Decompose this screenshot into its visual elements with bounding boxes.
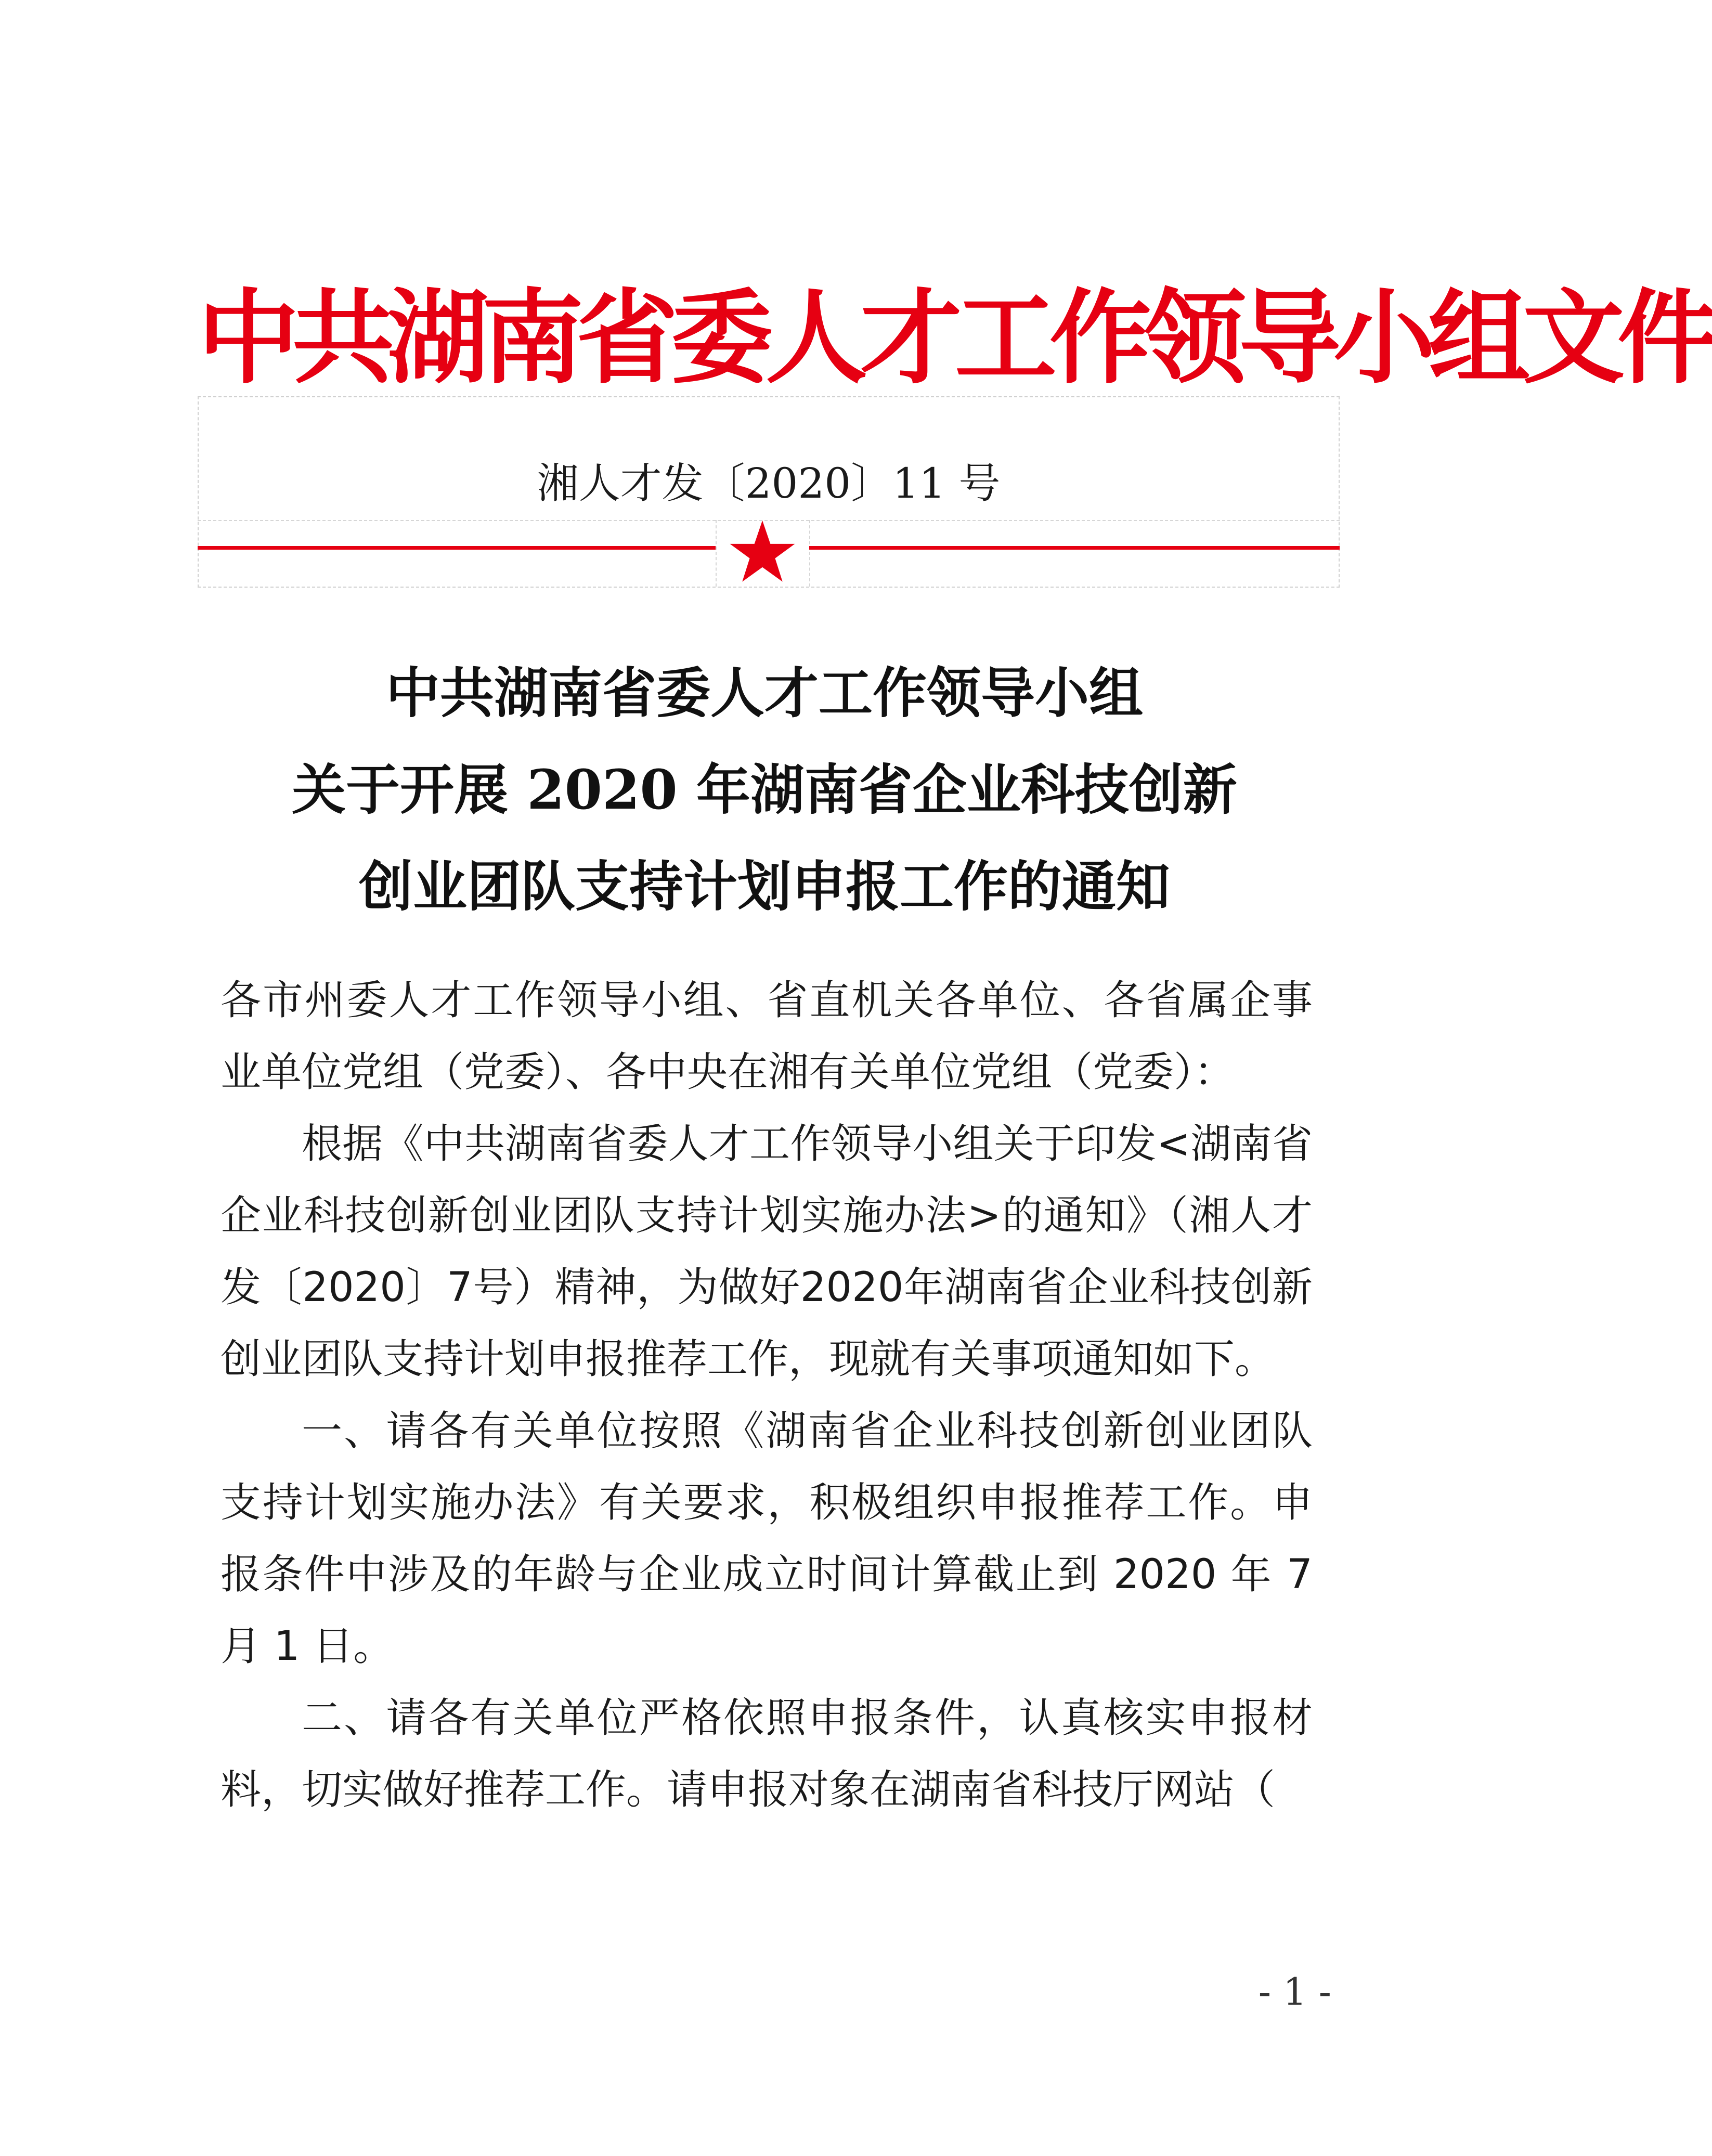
red-star-icon (729, 519, 796, 583)
star-cell-border-right (809, 520, 810, 587)
red-rule-right (809, 546, 1340, 550)
salutation: 各市州委人才工作领导小组、省直机关各单位、各省属企事业单位党组（党委）、各中央在湘有关单位党组（党委）： (221, 977, 1313, 1096)
document-number: 湘人才发〔2020〕11 号 (537, 459, 1001, 508)
notice-title-line: 中共湖南省委人才工作领导小组 (385, 661, 1143, 725)
notice-title-line: 创业团队支持计划申报工作的通知 (358, 854, 1170, 918)
notice-title (135, 645, 1394, 935)
paragraph: 一、请各有关单位按照《湖南省企业科技创新创业团队支持计划实施办法》有关要求，积极组织申报推荐工作。申报条件中涉及的年龄与企业成立时间计算截止到 2020 年 7 月 1 日。 (221, 1408, 1313, 1670)
paragraph: 根据《中共湖南省委人才工作领导小组关于印发<湖南省企业科技创新创业团队支持计划实施办法>的通知》（湘人才发〔2020〕7号）精神，为做好2020年湖南省企业科技创新创业团队支持计划申报推荐工作，现就有关事项通知如下。 (221, 1121, 1313, 1383)
page-number: - 1 - (1258, 1970, 1331, 2014)
red-rule-left (198, 546, 716, 550)
notice-title-line: 关于开展 2020 年湖南省企业科技创新 (292, 758, 1237, 822)
issuer-title: 中共湖南省委人才工作领导小组文件 (198, 278, 1712, 398)
paragraph: 二、请各有关单位严格依照申报条件，认真核实申报材料，切实做好推荐工作。请申报对象在湖南省科技厅网站（ (221, 1695, 1313, 1813)
star-cell-border-left (716, 520, 717, 587)
body-text (221, 965, 1313, 1826)
